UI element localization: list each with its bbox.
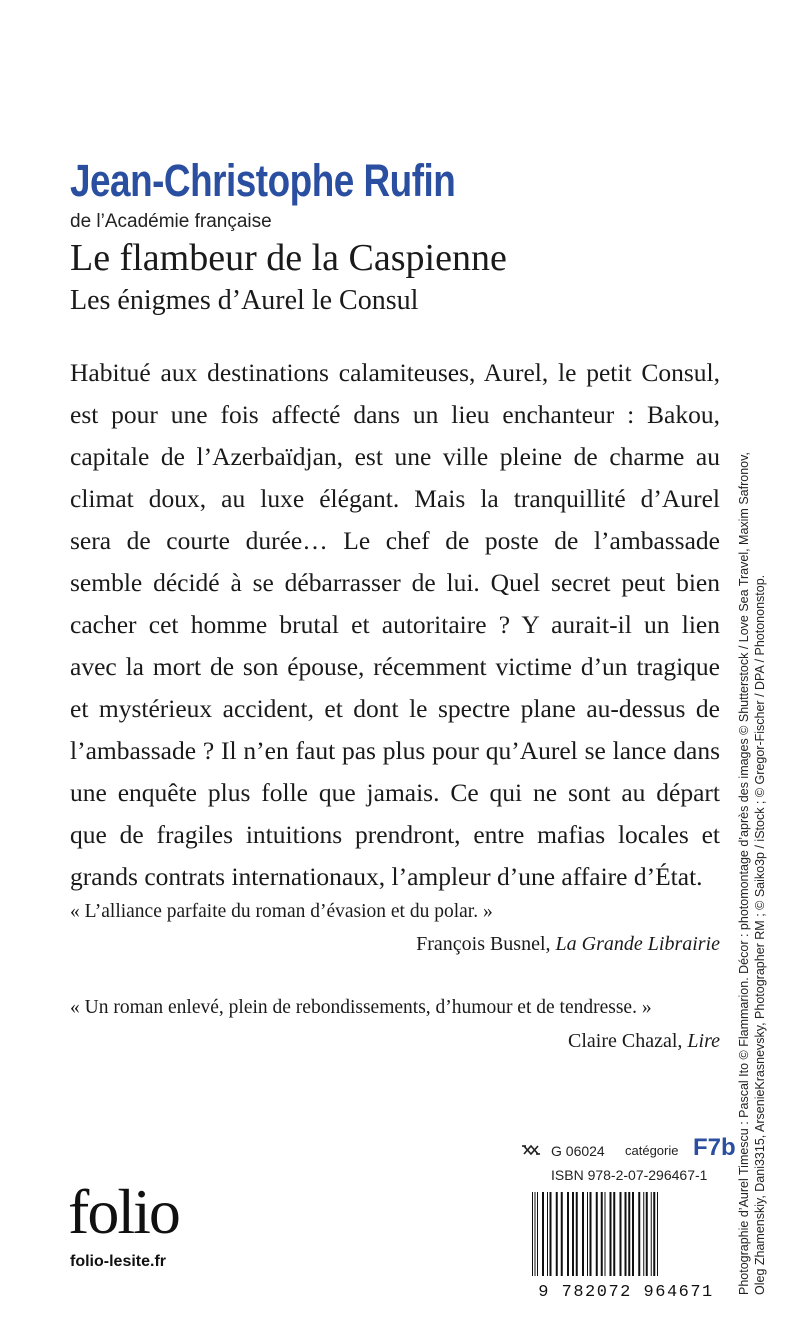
blurb-line: cacher cet homme brutal et autoritaire ? Y aurait-il un lien: [70, 610, 720, 639]
barcode-bar: [576, 1192, 578, 1276]
quote-source: Lire: [687, 1030, 720, 1052]
barcode-bar: [561, 1192, 563, 1276]
quote-author: François Busnel,: [416, 933, 556, 955]
barcode-bar: [638, 1192, 640, 1276]
quote-source: La Grande Librairie: [555, 933, 720, 955]
blurb-line: l’ambassade ? Il n’en faut pas plus pour qu’Aurel se lance dans: [70, 736, 720, 765]
blurb-line: une enquête plus folle que jamais. Ce qui ne sont au départ: [70, 778, 720, 807]
barcode-bar: [567, 1192, 569, 1276]
barcode-bar: [651, 1192, 652, 1276]
barcode-bar: [620, 1192, 622, 1276]
quote-author: Claire Chazal,: [567, 1030, 688, 1052]
blurb-line: Habitué aux destinations calamiteuses, Aurel, le petit Consul,: [70, 358, 720, 387]
barcode-number: 9 782072 964671: [538, 1283, 714, 1300]
publisher-website[interactable]: folio-lesite.fr: [70, 1253, 167, 1270]
barcode-bar: [582, 1192, 584, 1276]
book-title: Le flambeur de la Caspienne: [70, 237, 507, 279]
barcode-bar: [556, 1192, 558, 1276]
barcode-bar: [537, 1192, 538, 1276]
barcode-bar: [596, 1192, 598, 1276]
barcode-bar: [628, 1192, 630, 1276]
credits-line: Oleg Zhamenskiy, Dani3315, ArsenieKrasnevsky, Photographer RM ; © Saiko3p / iStock ; © Gregor-Fischer / DPA / Photononstop.: [753, 574, 767, 1295]
press-quote: « Un roman enlevé, plein de rebondissements, d’humour et de tendresse. »: [70, 997, 652, 1018]
price-codes: [521, 1134, 736, 1164]
publisher-logo: folio: [68, 1176, 179, 1247]
recycle-arrows-icon: [521, 1140, 541, 1160]
barcode-bar: [547, 1192, 548, 1276]
barcode-bar: [625, 1192, 627, 1276]
author-name: Jean-Christophe Rufin: [70, 155, 456, 206]
blurb-line: sera de courte durée… Le chef de poste de l’ambassade: [70, 526, 720, 555]
press-quote: « L’alliance parfaite du roman d’évasion et du polar. »: [70, 901, 493, 922]
barcode-bar: [605, 1192, 606, 1276]
author-affiliation: de l’Académie française: [70, 211, 272, 232]
barcode-bar: [610, 1192, 612, 1276]
blurb-line: que de fragiles intuitions prendront, entre mafias locales et: [70, 820, 720, 849]
photo-credits: [736, 175, 800, 1295]
blurb-line: et mystérieux accident, et dont le spectre plane au-dessus de: [70, 694, 720, 723]
quote-attribution: [568, 1031, 720, 1051]
blurb-line: climat doux, au luxe élégant. Mais la tranquillité d’Aurel: [70, 484, 720, 513]
barcode-bar: [613, 1192, 615, 1276]
barcode-bar: [590, 1192, 592, 1276]
blurb-line: est pour une fois affecté dans un lieu enchanteur : Bakou,: [70, 400, 720, 429]
barcode: [528, 1190, 724, 1300]
category-label: catégorie: [625, 1143, 679, 1158]
barcode-bar: [643, 1192, 644, 1276]
credits-line: Photographie d’Aurel Timescu : Pascal Ito © Flammarion. Décor : photomontage d’après des images © Shutterstock / Love Sea Travel, Maxim Safronov,: [737, 452, 751, 1295]
blurb-line: grands contrats internationaux, l’ampleur d’une affaire d’État.: [70, 862, 703, 891]
barcode-bar: [550, 1192, 552, 1276]
barcode-bar: [646, 1192, 648, 1276]
quote-attribution: [416, 934, 720, 954]
barcode-bar: [542, 1192, 544, 1276]
barcode-bar: [535, 1192, 536, 1276]
barcode-bar: [653, 1192, 655, 1276]
barcode-bar: [632, 1192, 634, 1276]
isbn: ISBN 978-2-07-296467-1: [551, 1167, 708, 1183]
barcode-bar: [601, 1192, 603, 1276]
barcode-bar: [532, 1192, 533, 1276]
barcode-bar: [657, 1192, 658, 1276]
blurb-line: semble décidé à se débarrasser de lui. Quel secret peut bien: [70, 568, 720, 597]
blurb-line: avec la mort de son épouse, récemment victime d’un tragique: [70, 652, 720, 681]
g-code: G 06024: [551, 1143, 605, 1159]
price-category: F7b: [693, 1134, 736, 1161]
barcode-bar: [572, 1192, 574, 1276]
barcode-bars: [532, 1192, 658, 1276]
blurb-line: capitale de l’Azerbaïdjan, est une ville pleine de charme au: [70, 442, 720, 471]
book-subtitle: Les énigmes d’Aurel le Consul: [70, 285, 419, 316]
barcode-bar: [587, 1192, 588, 1276]
blurb: [70, 352, 720, 898]
